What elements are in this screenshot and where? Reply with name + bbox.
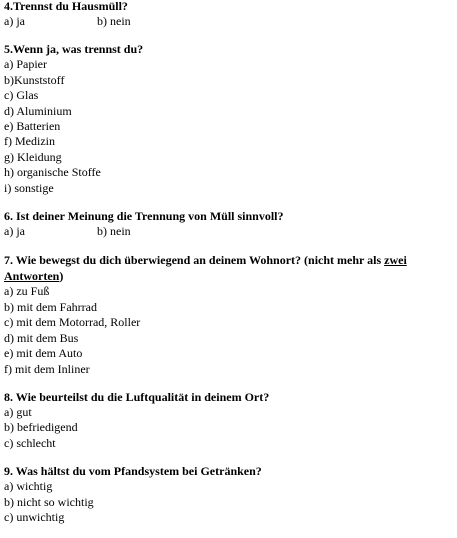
question-6-option-a: a) ja: [4, 224, 25, 239]
question-7-title-close: ): [59, 269, 64, 284]
question-7-option-b: b) mit dem Fahrrad: [4, 299, 97, 314]
question-9-options: [4, 479, 453, 525]
question-9-option-a: a) wichtig: [4, 479, 53, 494]
question-6: [4, 209, 453, 239]
question-6-option-b: b) nein: [97, 224, 131, 239]
question-7-option-e: e) mit dem Auto: [4, 346, 83, 361]
question-8-options: [4, 405, 453, 451]
question-4-option-b: b) nein: [97, 14, 131, 28]
question-5-option-h: h) organische Stoffe: [4, 165, 101, 180]
question-5-option-c: c) Glas: [4, 88, 39, 103]
question-7-option-d: d) mit dem Bus: [4, 330, 79, 345]
question-9: [4, 464, 453, 525]
question-7-title-underline-antworten: Antworten: [4, 269, 60, 284]
question-7-title: [4, 252, 453, 284]
question-5-option-d: d) Aluminium: [4, 103, 72, 118]
question-9-option-c: c) unwichtig: [4, 509, 65, 524]
question-9-option-b: b) nicht so wichtig: [4, 494, 94, 509]
question-5-options: [4, 57, 453, 196]
question-5-option-b: b)Kunststoff: [4, 72, 65, 87]
questionnaire: [4, 0, 453, 525]
question-8-option-a: a) gut: [4, 404, 32, 419]
question-7-options: [4, 284, 453, 376]
question-4-option-a: a) ja: [4, 14, 25, 28]
question-6-title: 6. Ist deiner Meinung die Trennung von Müll sinnvoll?: [4, 209, 284, 224]
question-7-title-text: 7. Wie bewegst du dich überwiegend an deinem Wohnort? (nicht mehr als: [4, 253, 385, 268]
question-4-title: 4.Trennst du Hausmüll?: [4, 0, 128, 13]
question-5-option-f: f) Medizin: [4, 134, 55, 149]
question-7-option-a: a) zu Fuß: [4, 284, 50, 299]
question-8-option-b: b) befriedigend: [4, 420, 78, 435]
question-7-option-f: f) mit dem Inliner: [4, 361, 90, 376]
question-5-title: 5.Wenn ja, was trennst du?: [4, 42, 144, 57]
question-5: [4, 42, 453, 196]
question-7-title-underline-zwei: zwei: [384, 253, 407, 268]
question-8: [4, 390, 453, 451]
question-7-option-c: c) mit dem Motorrad, Roller: [4, 315, 141, 330]
question-8-title: 8. Wie beurteilst du die Luftqualität in deinem Ort?: [4, 389, 270, 404]
question-5-option-a: a) Papier: [4, 57, 47, 72]
question-7: [4, 252, 453, 376]
question-5-option-i: i) sonstige: [4, 180, 54, 195]
question-8-option-c: c) schlecht: [4, 435, 56, 450]
question-4: [4, 0, 453, 29]
question-6-options: [4, 224, 453, 239]
question-5-option-g: g) Kleidung: [4, 149, 62, 164]
question-4-options: [4, 14, 453, 29]
question-9-title: 9. Was hältst du vom Pfandsystem bei Getränken?: [4, 464, 262, 479]
question-5-option-e: e) Batterien: [4, 119, 61, 134]
